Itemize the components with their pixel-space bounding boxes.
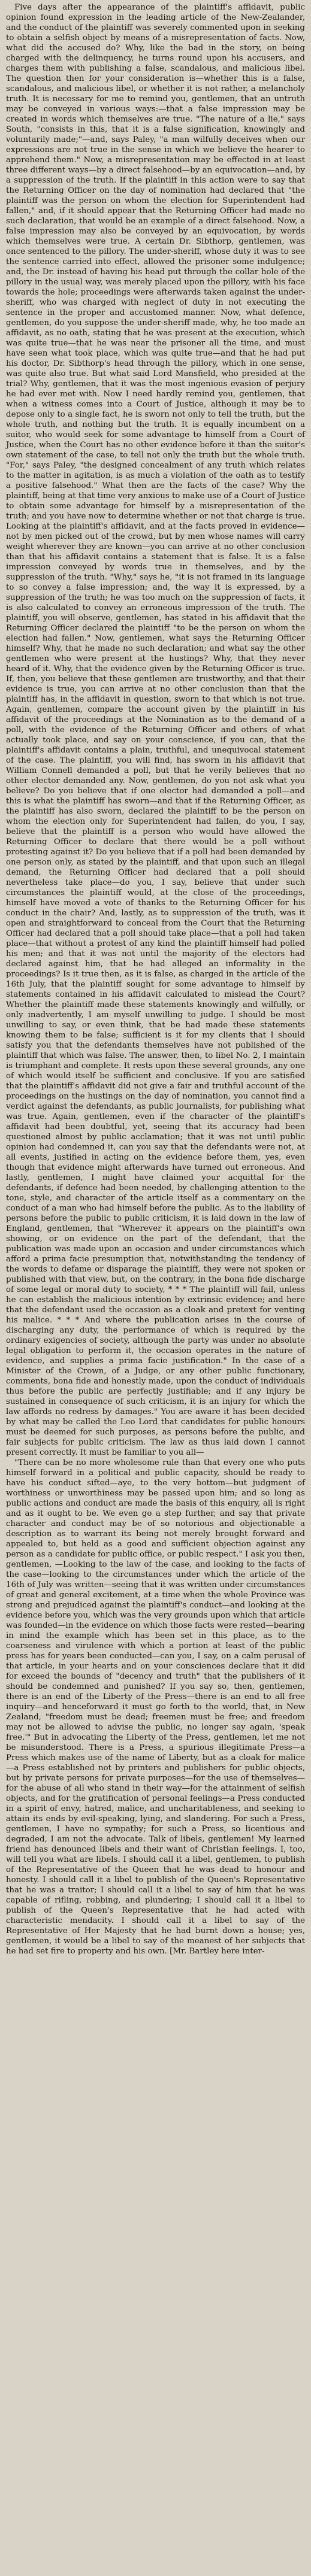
article-paragraph-1: Five days after the appearance of the plaintiff's affidavit, public opinion found expression in the leading article of the New-Zealander, and the conduct of the plaintiff was severely commented upon in seeking to obtain a selfish object by means of a misrepresentation of facts. Now, what did the accused do? Why, like the bad in the story, on being charged with the delinquency, he turns round upon his accusers, and charges them with publishing a false, scandalous, and malicious libel. The question then for your consideration is—whether this is a false, scandalous, and malicious libel, or whether it is not rather, a melancholy truth. It is necessary for me to remind you, gentlemen, that an untruth may be conveyed in various ways:—that a false impression may be created in words which themselves are true. "The nature of a lie," says South, "consists in this, that it is a false signification, knowingly and voluntarily made;"—and, says Paley, "a man wilfully deceives when our expressions are not true in the sense in which we believe the hearer to apprehend them." Now, a misrepresentation may be effected in at least three different ways—by a direct falsehood—by an equivocation—and, by a suppression of the truth. If the plaintiff in this action were to say that the Returning Officer on the day of nomination had declared that "the plaintiff was the person on whom the election for Superintendent had fallen," and, if it should appear that the Returning Officer had made no such declaration, that would be an example of a direct falsehood. Now, a false impression may also be conveyed by an equivocation, by words which themselves were true. A certain Dr. Sibthorp, gentlemen, was once sentenced to the pillory. The under-sheriff, whose duty it was to see the sentence carried into effect, allowed the prisoner some indulgence; and, the Dr. instead of having his head put through the collar hole of the pillory in the usual way, was merely placed upon the pillory, with his face towards the hole; proceedings were afterwards taken against the under-sheriff, who was charged with neglect of duty in not executing the sentence in the proper and accustomed manner. Now, what defence, gentlemen, do you suppose the under-sheriff made, why, he too made an affidavit, as no oath, stating that he was present at the execution, which was quite true—that he was near the prisoner all the time, and must have seen what took place, which was quite true—and that he had put his doctor, Dr. Sibthorp's head through the pillory, which in one sense, was quite also true. But what said Lord Mansfield, who presided at the trial? Why, gentlemen, that it was the most ingenious evasion of perjury he had ever met with. Now I need hardly remind you, gentlemen, that when a witness comes into a Court of Justice, although it may be to depose only to a single fact, he is sworn not only to tell the truth, but the whole truth, and nothing but the truth. It is equally incumbent on a suitor, who would seek for some advantage to himself from a Court of Justice, when the Court has no other evidence before it than the suitor's own statement of the case, to tell not only the truth but the whole truth. "For," says Paley, "the designed concealment of any truth which relates to the matter in agitation, is as much a violation of the oath as to testify a positive falsehood." What then are the facts of the case? Why the plaintiff, being at that time very anxious to make use of a Court of Justice to obtain some advantage for himself by a misrepresentation of the truth; and you have now to determine whether or not that charge is true. Looking at the plaintiff's affidavit, and at the facts proved in evidence—not by men picked out of the crowd, but by men whose names will carry weight wherever they are known—you can arrive at no other conclusion than that his affidavit contains a statement that is false. It is a false impression conveyed by words true in themselves, and by the suppression of the truth. "Why," says he, "it is not framed in its language to so convey a false impression; and, the way it is expressed, by a suppression of the truth; he was too much on the suppression of facts, it is also calculated to convey an erroneous impression of the truth. The plaintiff, you will observe, gentlemen, has stated in his affidavit that the Returning Officer declared the plaintiff "to be the person on whom the election had fallen." Now, gentlemen, what says the Returning Officer himself? Why, that he made no such declaration; and what say the other gentlemen who were present at the hustings? Why, that they never heard of it. Why, that the evidence given by the Returning Officer is true. If, then, you believe that these gentlemen are trustworthy, and that their evidence is true, you can arrive at no other conclusion than that the plaintiff has, in the affidavit in question, sworn to that which is not true. Again, gentlemen, compare the account given by the plaintiff in his affidavit of the proceedings at the Nomination as to the demand of a poll, with the evidence of the Returning Officer and others of what actually took place, and say on your conscience, if you can, that the plaintiff's affidavit contains a plain, truthful, and unequivocal statement of the case. The plaintiff, you will find, has sworn in his affidavit that William Connell demanded a poll, but that he verily believes that no other elector demanded any. Now, gentlemen, do you not ask what you believe? Do you believe that if one elector had demanded a poll—and this is what the plaintiff has sworn—and that if the Returning Officer, as the plaintiff has also sworn, declared the plaintiff to be the person on whom the election only for Superintendent had fallen, do you, I say, believe that the plaintiff is a person who would have allowed the Returning Officer to declare that there would be a poll without protesting against it? Do you believe that if a poll had been demanded by one person only, as stated by the plaintiff, and that upon such an illegal demand, the Returning Officer had declared that a poll should nevertheless take place—do you, I say, believe that under such circumstances the plaintiff would, at the close of the proceedings, himself have moved a vote of thanks to the Returning Officer for his conduct in the chair? And, lastly, as to suppression of the truth, was it open and straightforward to conceal from the Court that the Returning Officer had declared that a poll should take place—that a poll had taken place—that without a protest of any kind the plaintiff himself had polled his men; and that it was not until the majority of the electors had declared against him, that he had alleged an informality in the proceedings? Is it true then, as it is false, as charged in the article of the 16th July, that the plaintiff sought for some advantage to himself by statements contained in his affidavit calculated to mislead the Court? Whether the plaintiff made these statements knowingly and wilfully, or only inadvertently, I am myself unwilling to judge. I should be most unwilling to say, or even think, that he had made these statements knowing them to be false; sufficient is it for my clients that I should satisfy you that the defendants themselves have not published of the plaintiff that which was false. The answer, then, to libel No. 2, I maintain is triumphant and complete. It rests upon these several grounds, any one of which would itself be sufficient and conclusive. If you are satisfied that the plaintiff's affidavit did not give a fair and truthful account of the proceedings on the hustings on the day of nomination, you cannot find a verdict against the defendants, as public journalists, for publishing what was true. Again, gentlemen, even if the character of the plaintiff's affidavit had been doubtful, yet, seeing that its accuracy had been questioned almost by public acclamation; that it was not until public opinion had condemned it, can you say that the defendants were not, at all events, justified in acting on the evidence before them, yes, even though that evidence might afterwards have turned out erroneous. And lastly, gentlemen, I might have claimed your acquittal for the defendants, if defence had been needed, by challenging attention to the tone, style, and character of the article itself as a commentary on the conduct of a man who had himself before the public. As to the liability of persons before the public to public criticism, it is laid down in the law of England, gentlemen, that "Wherever it appears on the plaintiff's own showing, or on evidence on the part of the defendant, that the publication was made upon an occasion and under circumstances which afford a prima facie presumption that, notwithstanding the tendency of the words to defame or disparage the plaintiff, they were not spoken or published with that view, but, on the contrary, in the bona fide discharge of some legal or moral duty to society, * * * The plaintiff will fail, unless he can establish the malicious intention by extrinsic evidence; and here that the defendant used the occasion as a cloak and pretext for venting his malice. * * * And where the publication arises in the course of discharging any duty, the performance of which is required by the ordinary exigencies of society, although the party was under no absolute legal obligation to perform it, the occasion operates in the nature of evidence, and supplies a prima facie justification." In the case of a Minister of the Crown, of a Judge, or any other public functionary, comments, bona fide and honestly made, upon the conduct of individuals thus before the public are perfectly justifiable; and if any injury be sustained in consequence of such criticism, it is an injury for which the law affords no redress by damages." You are aware it has been decided by what may be called the Leo Lord that candidates for public honours must be deemed for such purposes, as persons before the public, and fair subjects for public criticism. The law as thus laid down I cannot present correctly. It must be familiar to you all— bbox=[6, 3, 306, 1457]
trailing-note: [Mr. Bartley here inter- bbox=[170, 1947, 265, 1956]
article-paragraph-2-text: "There can be no more wholesome rule than that every one who puts himself forward in a political and public capacity, should be ready to have his conduct sifted—aye, to the very bottom—but judgment of worthiness or unworthiness may be passed upon him; and so long as public actions and conduct are made the basis of this enquiry, all is right and as it ought to be. We even go a step further, and say that private character and conduct may be of so notorious and objectionable a description as to warrant its being not merely brought forward and appealed to, but held as a good and sufficient objection against any person as a candidate for public office, or public respect." I ask you then, gentlemen, —Looking to the law of the case, and looking to the facts of the case—looking to the circumstances under which the article of the 16th of July was written—seeing that it was written under circumstances of great and general excitement, at a time when the whole Province was strong and prejudiced against the plaintiff's conduct—and looking at the evidence before you, which was the very grounds upon which that article was founded—in the evidence on which those facts were rested—bearing in mind the example which has been set in this place, as to the coarseness and virulence with which a portion at least of the public press has for years been conducted—can you, I say, on a calm perusal of that article, in your hearts and on your consciences declare that it did for exceed the bounds of "decency and truth" that the publishers of it should be condemned and punished? If you say so, then, gentlemen, there is an end of the Liberty of the Press—there is an end to all free inquiry—and henceforward it must go forth to the world, that, in New Zealand, "freedom must be dead; freemen must be free; and freedom may not be allowed to advise the public, no longer say again, 'speak free.'" But in advocating the Liberty of the Press, gentlemen, let me not be misunderstood. There is a Press, a spurious illegitimate Press—a Press which makes use of the name of Liberty, but as a cloak for malice—a Press established not by printers and publishers for public objects, but by private persons for private purposes—for the use of themselves—for the abuse of all who stand in their way—for the attainment of selfish objects, and for the gratification of personal feelings—a Press conducted in a spirit of envy, hatred, malice, and uncharitableness, and seeking to attain its ends by evil-speaking, lying, and slandering. For such a Press, gentlemen, I have no sympathy; for such a Press, so licentious and degraded, I am not the advocate. Talk of libels, gentlemen! My learned friend has denounced libels and their want of Christian feelings. I, too, will tell you what are libels. I should call it a libel, gentlemen, to publish of the Representative of the Queen that he was dead to honour and honesty. I should call it a libel to publish of the Queen's Representative that he was a traitor; I should call it a libel to say of him that he was capable of rifling, robbing, and plundering; I should call it a libel to publish of the Queen's Representative that he had acted with characteristic mendacity. I should call it a libel to say of the Representative of Her Majesty that he had burnt down a house; yes, gentlemen, it would be a libel to say of the meanest of her subjects that he had set fire to property and his own. bbox=[6, 1458, 305, 1956]
article-paragraph-2 bbox=[6, 1458, 305, 1956]
